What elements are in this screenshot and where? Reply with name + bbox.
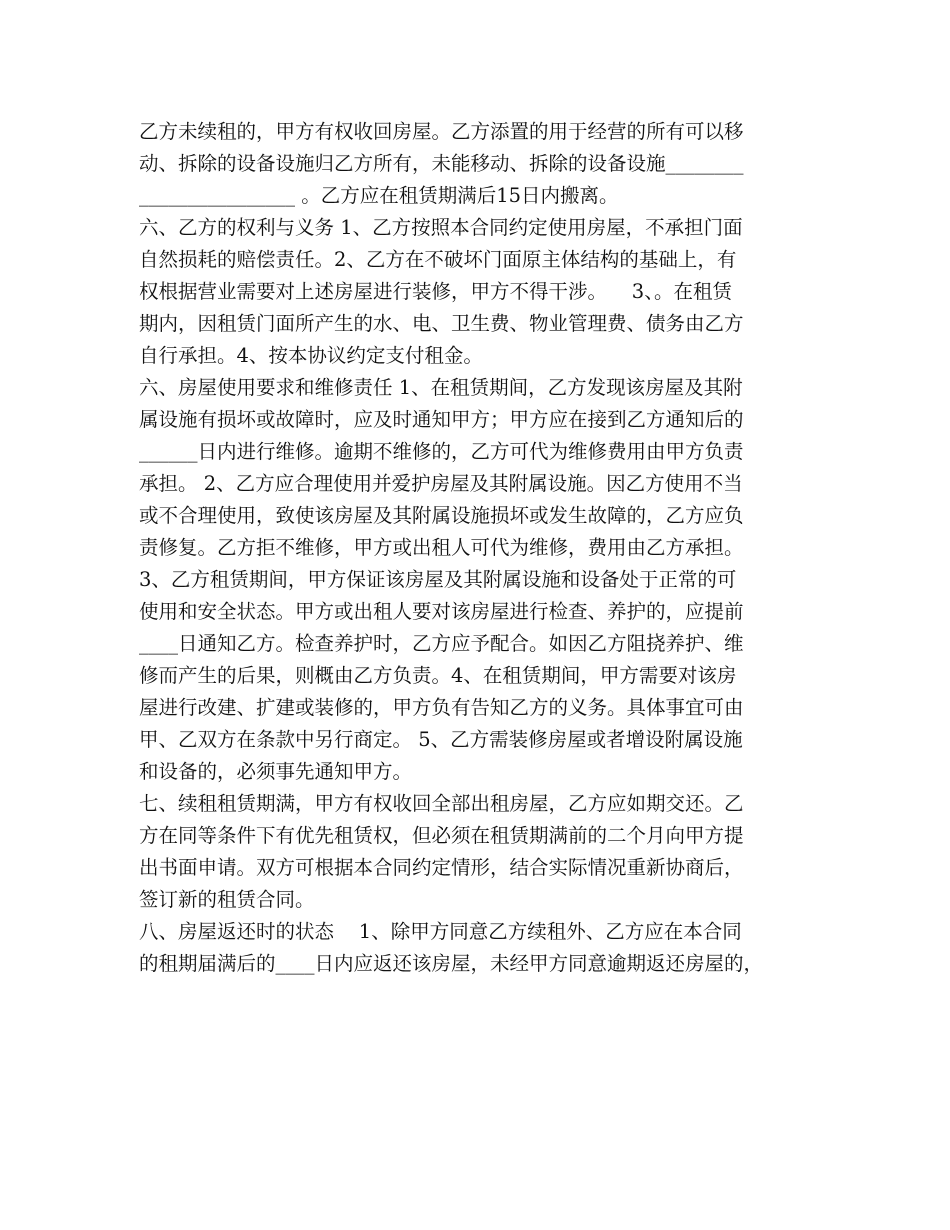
text-line: 期内，因租赁门面所产生的水、电、卫生费、物业管理费、债务由乙方 [139,312,744,335]
text-line: 修而产生的后果，则概由乙方负责。4、在租赁期间，甲方需要对该房 [139,664,737,687]
text-line: 六、房屋使用要求和维修责任 1、在租赁期间，乙方发现该房屋及其附 [139,376,743,399]
text-line: 责修复。乙方拒不维修，甲方或出租人可代为维修，费用由乙方承担。 [139,536,744,559]
text-line: 属设施有损坏或故障时，应及时通知甲方；甲方应在接到乙方通知后的 [139,408,744,431]
text-line: 八、房屋返还时的状态 1、除甲方同意乙方续租外、乙方应在本合同 [139,920,742,943]
text-line: 出书面申请。双方可根据本合同约定情形，结合实际情况重新协商后， [139,856,744,879]
text-line: ____日通知乙方。检查养护时，乙方应予配合。如因乙方阻挠养护、维 [139,632,744,655]
text-line: 七、续租租赁期满，甲方有权收回全部出租房屋，乙方应如期交还。乙 [139,792,744,815]
text-line: 自然损耗的赔偿责任。2、乙方在不破坏门面原主体结构的基础上，有 [139,248,737,271]
text-line: 使用和安全状态。甲方或出租人要对该房屋进行检查、养护的，应提前 [139,600,744,623]
text-line: 3、乙方租赁期间，甲方保证该房屋及其附属设施和设备处于正常的可 [139,568,737,591]
text-line: 承担。 2、乙方应合理使用并爱护房屋及其附属设施。因乙方使用不当 [139,472,743,495]
text-line: 六、乙方的权利与义务 1、乙方按照本合同约定使用房屋，不承担门面 [139,216,743,239]
text-line: 甲、乙双方在条款中另行商定。 5、乙方需装修房屋或者增设附属设施 [139,728,743,751]
text-line: 和设备的，必须事先通知甲方。 [139,760,413,783]
text-line: ________________ 。乙方应在租赁期满后15日内搬离。 [139,184,619,207]
text-line: 自行承担。4、按本协议约定支付租金。 [139,344,483,367]
text-line: 或不合理使用，致使该房屋及其附属设施损坏或发生故障的，乙方应负 [139,504,744,527]
text-line: 的租期届满后的____日内应返还该房屋，未经甲方同意逾期返还房屋的， [139,952,764,975]
text-line: 权根据营业需要对上述房屋进行装修，甲方不得干涉。 3、。在租赁 [139,280,732,303]
text-line: 乙方未续租的，甲方有权收回房屋。乙方添置的用于经营的所有可以移 [139,120,744,143]
text-line: 动、拆除的设备设施归乙方所有，未能移动、拆除的设备设施________ [139,152,744,175]
text-line: 屋进行改建、扩建或装修的，甲方负有告知乙方的义务。具体事宜可由 [139,696,744,719]
document-body [139,116,819,980]
text-line: ______日内进行维修。逾期不维修的，乙方可代为维修费用由甲方负责 [139,440,744,463]
text-line: 方在同等条件下有优先租赁权，但必须在租赁期满前的二个月向甲方提 [139,824,744,847]
text-line: 签订新的租赁合同。 [139,888,315,911]
